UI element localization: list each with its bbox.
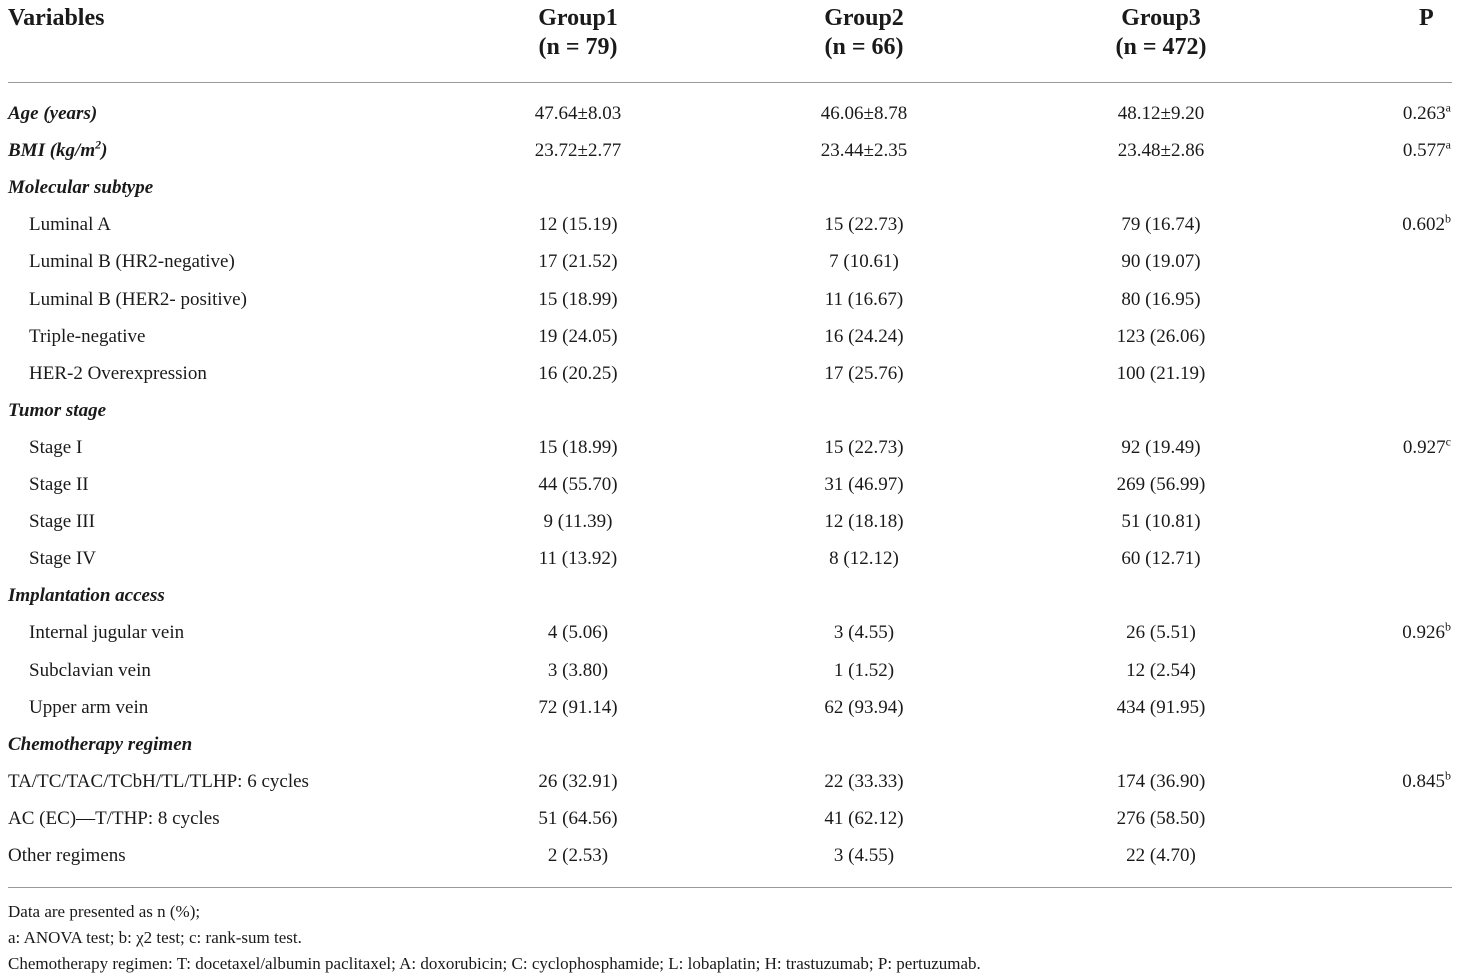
table-row [0,846,1460,883]
row-label-superscript: 2 [95,137,102,152]
cell-p-value [1402,434,1451,458]
footnote-tests: a: ANOVA test; b: χ2 test; c: rank-sum test. [8,928,302,947]
cell-group3: 26 (5.51) [1126,622,1196,644]
row-label [29,623,184,643]
cell-group2: 3 (4.55) [833,845,895,866]
row-label-text: Age (years) [8,103,98,124]
table-row [0,735,1460,772]
footnote-data-format: Data are presented as n (%); [8,902,201,921]
cell-group2: 3 (4.55) [833,622,895,644]
row-label-text: Tumor stage [8,399,106,421]
cell-group2: 62 (93.94) [824,696,904,718]
row-label-end: ) [101,140,108,162]
cell-group2: 22 (33.33) [824,770,904,792]
cell-group1: 15 (18.99) [538,288,618,310]
cell-group3: 79 (16.74) [1121,214,1201,236]
row-label-text: Triple-negative [29,325,146,347]
cell-group2: 7 (10.61) [829,251,899,273]
header-variables: Variables [8,5,105,31]
row-label [29,252,235,272]
row-label [8,846,126,866]
row-label-text: Implantation access [8,585,165,607]
cell-group3: 92 (19.49) [1121,436,1201,458]
header-group3-n: (n = 472) [1115,34,1207,60]
cell-group1: 26 (32.91) [538,770,618,792]
cell-group2: 41 (62.12) [824,807,904,829]
cell-group3: 51 (10.81) [1121,511,1201,533]
header-divider [8,82,1452,83]
row-label [29,549,96,569]
cell-p-value [1402,137,1451,162]
row-label-text: HER-2 Overexpression [29,362,207,384]
cell-group1: 47.64±8.03 [534,103,622,124]
table-row [0,100,1460,141]
cell-group1: 23.72±2.77 [534,140,622,162]
table-row [0,620,1460,660]
header-group3 [1041,4,1281,62]
row-label-text: Chemotherapy regimen [8,733,193,755]
table-row [0,475,1460,512]
row-label-text: Luminal B (HER2- positive) [29,288,247,310]
header-group3-name: Group3 [1121,5,1201,31]
category-label [8,735,192,755]
row-label [29,475,89,495]
cell-group1: 4 (5.06) [547,622,609,644]
table-row [0,434,1460,475]
category-label [8,104,97,124]
row-label-text: BMI (kg/m [8,140,96,162]
cell-group3: 22 (4.70) [1126,845,1196,866]
category-label [8,586,165,606]
cell-group3: 23.48±2.86 [1117,140,1205,162]
row-label-text: AC (EC)—T/THP: 8 cycles [8,807,220,829]
table-row [0,178,1460,215]
table-row [0,252,1460,289]
row-label-text: Internal jugular vein [29,622,185,644]
row-label [29,290,247,310]
row-label-text: Luminal A [29,214,111,236]
row-label [29,438,82,458]
cell-group2: 16 (24.24) [824,325,904,347]
cell-group2: 31 (46.97) [824,474,904,495]
row-label-text: Stage II [29,474,89,495]
table-row [0,137,1460,178]
row-label-text: Molecular subtype [8,177,154,199]
table-row [0,549,1460,586]
p-value-test-marker: b [1445,768,1451,783]
p-value-test-marker: a [1445,137,1451,152]
row-label-text: Stage IV [29,548,97,570]
header-group2-name: Group2 [824,5,904,31]
cell-group1: 9 (11.39) [543,511,613,533]
p-value-text: 0.845 [1402,770,1445,792]
cell-group3: 48.12±9.20 [1117,103,1205,124]
table-row [0,809,1460,846]
category-label [8,178,153,198]
table-row [0,661,1460,698]
cell-group1: 15 (18.99) [538,436,618,458]
header-p-value: P [1419,5,1434,31]
p-value-test-marker: c [1445,434,1451,449]
row-label-text: Subclavian vein [29,659,151,681]
footnote-regimen-abbreviations: Chemotherapy regimen: T: docetaxel/albumin paclitaxel; A: doxorubicin; C: cyclophosphamide; L: lobaplatin; H: trastuzumab; P: pertuzumab. [8,954,981,973]
cell-group1: 2 (2.53) [547,845,609,866]
table-row [0,290,1460,327]
row-label-text: Other regimens [8,845,126,866]
row-label [29,364,207,384]
cell-group2: 23.44±2.35 [820,140,908,162]
cell-group1: 12 (15.19) [538,214,618,236]
table-row [0,768,1460,809]
row-label-text: Stage III [29,511,95,533]
cell-group3: 434 (91.95) [1116,696,1206,718]
cell-group3: 100 (21.19) [1116,362,1206,384]
cell-group1: 3 (3.80) [547,659,609,681]
header-group1 [458,4,698,62]
cell-group3: 12 (2.54) [1126,659,1196,681]
cell-p-value [1402,211,1451,236]
cell-group1: 72 (91.14) [538,696,618,718]
cell-group3: 174 (36.90) [1116,770,1206,792]
p-value-text: 0.927 [1402,436,1446,458]
cell-group2: 11 (16.67) [824,288,904,310]
table-row [0,327,1460,364]
p-value-text: 0.926 [1402,622,1445,644]
p-value-text: 0.602 [1402,214,1445,236]
table-row [0,512,1460,549]
row-label [29,215,111,235]
cell-group3: 80 (16.95) [1121,288,1201,310]
row-label [29,512,95,532]
row-label [8,809,220,829]
cell-group1: 19 (24.05) [538,325,618,347]
header-group2 [744,4,984,62]
cell-group3: 269 (56.99) [1116,474,1206,495]
p-value-test-marker: b [1445,620,1451,635]
cell-group1: 11 (13.92) [538,548,618,570]
cell-p-value [1402,620,1451,644]
header-group2-n: (n = 66) [824,34,904,60]
cell-group1: 44 (55.70) [538,474,618,495]
row-label [8,772,309,792]
cell-group3: 60 (12.71) [1121,548,1201,570]
cell-p-value [1402,100,1451,124]
row-label-text: Upper arm vein [29,696,149,718]
p-value-test-marker: a [1445,100,1451,115]
row-label-text: TA/TC/TAC/TCbH/TL/TLHP: 6 cycles [8,770,309,792]
row-label-text: Luminal B (HR2-negative) [29,251,235,273]
table-row [0,401,1460,438]
cell-group3: 276 (58.50) [1116,807,1206,829]
category-label [8,137,108,162]
p-value-text: 0.577 [1402,140,1446,162]
cell-group2: 15 (22.73) [824,436,904,458]
cell-group2: 1 (1.52) [833,659,895,681]
cell-group2: 17 (25.76) [824,362,904,384]
table-row [0,211,1460,252]
cell-group3: 123 (26.06) [1116,325,1206,347]
cell-group1: 17 (21.52) [538,251,618,273]
cell-group1: 16 (20.25) [538,362,618,384]
row-label-text: Stage I [29,436,83,458]
cell-group2: 46.06±8.78 [820,103,908,124]
header-group1-name: Group1 [538,5,618,31]
table-row [0,586,1460,623]
header-group1-n: (n = 79) [538,34,618,60]
category-label [8,401,106,421]
row-label [29,327,145,347]
table-row [0,364,1460,401]
cell-group2: 8 (12.12) [829,548,899,570]
cell-group2: 15 (22.73) [824,214,904,236]
cell-p-value [1402,768,1451,792]
footer-divider [8,887,1452,888]
row-label [29,698,148,718]
row-label [29,661,151,681]
cell-group1: 51 (64.56) [538,807,618,829]
p-value-test-marker: b [1445,211,1451,226]
table-row [0,698,1460,735]
p-value-text: 0.263 [1402,103,1446,124]
cell-group3: 90 (19.07) [1121,251,1201,273]
cell-group2: 12 (18.18) [824,511,904,533]
